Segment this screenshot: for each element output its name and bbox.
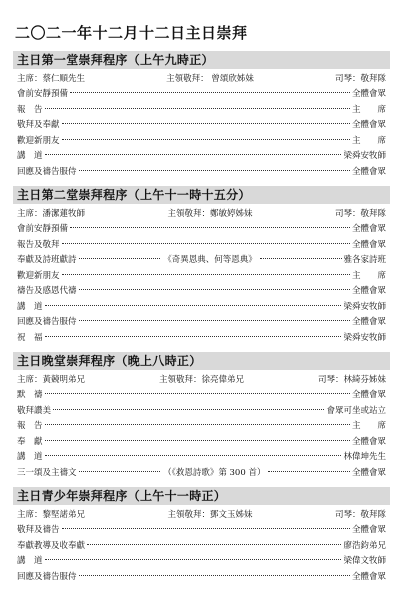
program-item-person: 全體會眾 [351, 525, 386, 535]
program-item-label: 歡迎新朋友 [17, 135, 60, 146]
dot-leader [45, 108, 350, 109]
program-item-label: 奉獻教導及收奉獻 [17, 540, 86, 551]
dot-leader [70, 227, 350, 228]
program-item-person: 梁偉文牧師 [343, 556, 386, 566]
program-item-person: 主 席 [351, 135, 386, 146]
page-title: 二〇二一年十二月十二日主日崇拜 [15, 24, 248, 42]
program-item-label: 禱告及感恩代禱 [17, 286, 77, 296]
dot-leader [62, 528, 350, 529]
leader-entry: 主席：黃競明弟兄 [17, 375, 86, 385]
program-item-label: 歡迎新朋友 [17, 270, 60, 281]
leader-entry: 主席：黎堅諾弟兄 [17, 510, 86, 520]
program-item-person: 會眾可坐或站立 [326, 405, 386, 416]
section-header: 主日晚堂崇拜程序（晚上八時正） [13, 352, 390, 370]
leader-entry: 司琴：敬拜隊 [334, 74, 386, 84]
dot-leader [45, 393, 350, 394]
leader-entry: 司琴：敬拜隊 [334, 209, 386, 219]
program-item-person: 梁舜安牧師 [343, 301, 386, 312]
program-item [13, 300, 390, 316]
program-item-label: 敬拜讚美 [17, 405, 52, 416]
program-item-person: 全體會眾 [351, 317, 386, 327]
dot-leader [79, 289, 350, 290]
program-item [13, 570, 390, 586]
dot-leader [45, 424, 350, 425]
dot-leader [62, 243, 350, 244]
program-item [13, 284, 390, 300]
program-item-label: 講 道 [17, 556, 43, 566]
program-item-label: 回應及禱告服侍 [17, 571, 77, 582]
worship-section [13, 51, 390, 180]
program-item [13, 134, 390, 150]
program-item-label: 祝 福 [17, 332, 43, 343]
program-item-label: 回應及禱告服侍 [17, 317, 77, 327]
dot-leader [45, 154, 342, 155]
program-item-hymn: 《奇異恩典、何等恩典》 [163, 255, 257, 265]
program-item-label: 講 道 [17, 301, 43, 312]
dot-leader [260, 258, 342, 259]
program-item [13, 315, 390, 331]
section-header: 主日青少年崇拜程序（上午十一時正） [13, 487, 390, 505]
program-item-person: 梁舜安牧師 [343, 332, 386, 343]
program-item [13, 450, 390, 466]
leader-entry: 司琴：敬拜隊 [334, 510, 386, 520]
program-item-person: 全體會眾 [351, 571, 386, 582]
program-item-label: 報 告 [17, 104, 43, 115]
program-item-label: 講 道 [17, 151, 43, 161]
program-item-label: 敬拜及奉獻 [17, 120, 60, 130]
program-item [13, 269, 390, 285]
program-item [13, 388, 390, 404]
program-item [13, 103, 390, 119]
program-item-label: 敬拜及禱告 [17, 525, 60, 535]
dot-leader [79, 575, 350, 576]
program-item-person: 全體會眾 [351, 120, 386, 130]
program-item [13, 118, 390, 134]
program-item-label: 三一頌及主禱文 [17, 467, 77, 478]
program-item [13, 419, 390, 435]
leader-entry: 主席：蔡仁順先生 [17, 74, 86, 84]
program-item-label: 報告及敬拜 [17, 239, 60, 250]
program-item [13, 331, 390, 347]
dot-leader [79, 320, 350, 321]
leaders-row [13, 71, 390, 87]
leader-entry: 主領敬拜：鄭敏婷姊妹 [167, 209, 253, 219]
leaders-row [13, 206, 390, 222]
dot-leader [79, 258, 161, 259]
program-item [13, 404, 390, 420]
program-item [13, 539, 390, 555]
program-item-person: 梁舜安牧師 [343, 151, 386, 161]
program-item-label: 回應及禱告服侍 [17, 166, 77, 177]
program-item-person: 全體會眾 [351, 239, 386, 250]
dot-leader [79, 170, 350, 171]
program-item [13, 165, 390, 181]
leaders-row [13, 372, 390, 388]
program-item-person: 全體會眾 [351, 390, 386, 400]
program-item-hymn: （《救恩詩歌》第 300 首） [163, 467, 266, 478]
program-item [13, 554, 390, 570]
program-item [13, 435, 390, 451]
program-item-label: 會前安靜預備 [17, 224, 69, 234]
section-header: 主日第二堂崇拜程序（上午十一時十五分） [13, 186, 390, 204]
program-item-person: 廖浩鈞弟兄 [343, 540, 386, 551]
program-item-person: 全體會眾 [352, 467, 387, 478]
section-header: 主日第一堂崇拜程序（上午九時正） [13, 51, 390, 69]
worship-sections [13, 51, 390, 585]
program-item-person: 主 席 [351, 270, 386, 281]
program-item [13, 87, 390, 103]
dot-leader [62, 139, 350, 140]
program-item-label: 奉 獻 [17, 436, 43, 447]
program-item-person: 雅各家詩班 [343, 255, 387, 265]
worship-section [13, 352, 390, 481]
program-item-label: 會前安靜預備 [17, 89, 69, 99]
program-item [13, 149, 390, 165]
program-item-person: 全體會眾 [351, 89, 386, 99]
program-item [13, 238, 390, 254]
dot-leader [45, 455, 342, 456]
program-item [13, 466, 390, 482]
dot-leader [70, 92, 350, 93]
program-item-label: 默 禱 [17, 390, 43, 400]
dot-leader [53, 409, 324, 410]
worship-section [13, 186, 390, 346]
program-item-person: 林偉坤先生 [343, 452, 386, 462]
dot-leader [45, 305, 342, 306]
program-item-person: 全體會眾 [351, 224, 386, 234]
leader-entry: 主領敬拜： 曾頌欣姊妹 [166, 74, 254, 84]
dot-leader [79, 471, 161, 472]
dot-leader [45, 440, 350, 441]
leader-entry: 主領敬拜：鄧文玉姊妹 [167, 510, 253, 520]
program-item [13, 523, 390, 539]
leader-entry: 司琴：林綺芬姊妹 [317, 375, 386, 385]
dot-leader [62, 123, 350, 124]
program-item [13, 222, 390, 238]
dot-leader [62, 274, 350, 275]
program-item-label: 報 告 [17, 421, 43, 431]
program-item-label: 奉獻及詩班獻詩 [17, 255, 77, 265]
dot-leader [268, 471, 350, 472]
dot-leader [45, 559, 342, 560]
program-item-person: 全體會眾 [351, 166, 386, 177]
program-item-person: 全體會眾 [351, 286, 386, 296]
leader-entry: 主席：潘潔蓮牧師 [17, 209, 86, 219]
leaders-row [13, 507, 390, 523]
program-item [13, 253, 390, 269]
program-item-person: 主 席 [351, 421, 386, 431]
program-item-label: 講 道 [17, 452, 43, 462]
program-item-person: 主 席 [351, 104, 386, 115]
program-item-person: 全體會眾 [351, 436, 386, 447]
dot-leader [87, 544, 341, 545]
dot-leader [45, 336, 342, 337]
worship-section [13, 487, 390, 585]
leader-entry: 主領敬拜：徐亮偉弟兄 [158, 375, 244, 385]
